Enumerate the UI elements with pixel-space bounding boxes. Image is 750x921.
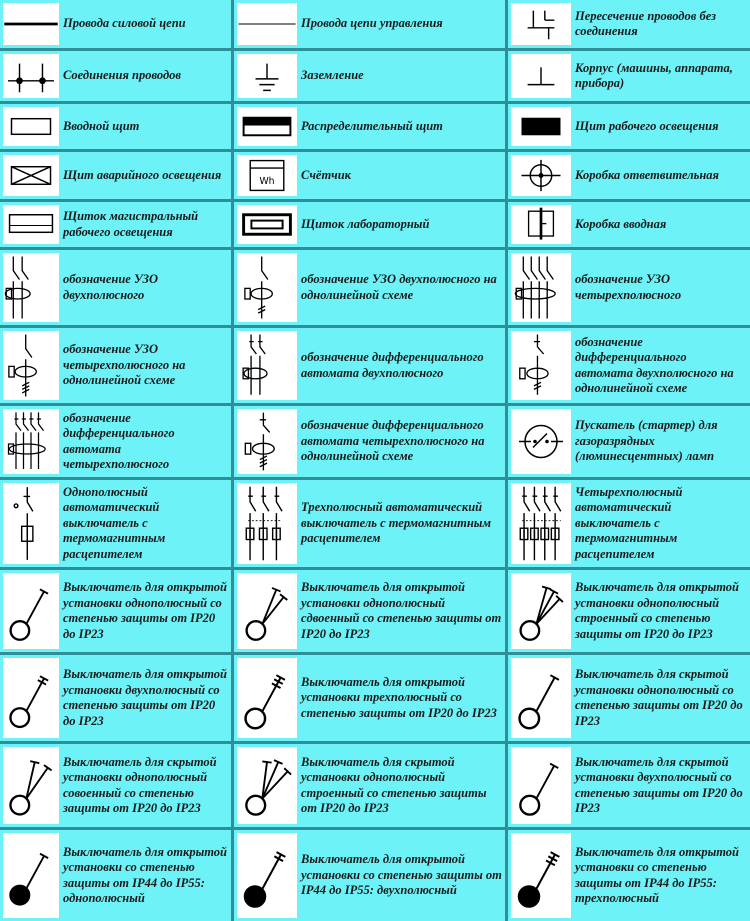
legend-cell xyxy=(508,744,750,827)
wire-crossing-icon xyxy=(511,3,571,45)
legend-label-text: Выключатель для открытой установки однополюсный строенный со степенью защиты от IP20 до IP23 xyxy=(575,580,740,641)
legend-label xyxy=(575,744,747,827)
legend-label-text: Пересечение проводов без соединения xyxy=(575,8,716,38)
legend-label-text: обозначение УЗО двухполюсного на однолинейной схеме xyxy=(301,272,497,302)
breaker-1pole-icon xyxy=(3,483,59,564)
legend-label-text: Выключатель для открытой установки однополюсный сдвоенный со степенью защиты от IP20 до IP23 xyxy=(301,580,502,641)
legend-label xyxy=(63,830,228,921)
legend-label-text: Выключатель для открытой установки двухполюсный со степенью защиты от IP20 до IP23 xyxy=(63,667,228,728)
legend-cell xyxy=(508,0,750,48)
legend-label xyxy=(301,744,502,827)
switch-open-triple-icon xyxy=(511,573,571,649)
meter-icon xyxy=(237,155,297,196)
legend-label xyxy=(63,104,228,149)
legend-cell xyxy=(508,406,750,477)
legend-label-text: Выключатель для открытой установки со степенью защиты от IP44 до IP55: трехполюсный xyxy=(575,844,740,905)
switch-hidden-2pole-icon xyxy=(511,747,571,824)
rcd-4pole-single-line-icon xyxy=(3,331,59,400)
legend-cell xyxy=(508,480,750,567)
legend-label-text: Провода силовой цепи xyxy=(63,16,186,31)
legend-label-text: Щит аварийного освещения xyxy=(63,167,222,182)
legend-label xyxy=(575,152,747,199)
legend-label xyxy=(301,655,502,741)
legend-label xyxy=(63,152,228,199)
ground-icon xyxy=(237,54,297,98)
rcbo-2pole-icon xyxy=(237,331,297,400)
legend-label xyxy=(63,0,228,48)
legend-label xyxy=(63,655,228,741)
legend-label-text: Счётчик xyxy=(301,167,352,182)
rcbo-4pole-single-line-icon xyxy=(237,409,297,474)
breaker-4pole-icon xyxy=(511,483,571,564)
legend-label-text: Щиток магистральный рабочего освещения xyxy=(63,209,199,239)
legend-cell xyxy=(508,104,750,149)
legend-label xyxy=(575,51,747,101)
legend-cell xyxy=(234,51,505,101)
legend-label xyxy=(63,202,228,247)
legend-label-text: обозначение дифференциального автомата четырехполюсного xyxy=(63,410,175,471)
legend-cell xyxy=(234,480,505,567)
legend-label-text: Заземление xyxy=(301,68,364,83)
legend-cell xyxy=(0,152,231,199)
legend-cell xyxy=(234,0,505,48)
emergency-board-icon xyxy=(3,155,59,196)
input-box-icon xyxy=(511,205,571,244)
input-board-icon xyxy=(3,107,59,146)
branch-box-icon xyxy=(511,155,571,196)
legend-cell xyxy=(508,250,750,325)
legend-label-text: Выключатель для открытой установки со степенью защиты от IP44 до IP55: двухполюсный xyxy=(301,852,502,898)
legend-cell xyxy=(508,570,750,652)
legend-cell xyxy=(234,202,505,247)
legend-cell xyxy=(234,570,505,652)
switch-open-3pole-icon xyxy=(237,658,297,738)
legend-label xyxy=(63,250,228,325)
legend-label-text: Трехполюсный автоматический выключатель с термомагнитным расцепителем xyxy=(301,500,492,546)
lab-panel-icon xyxy=(237,205,297,244)
legend-label xyxy=(301,830,502,921)
legend-label-text: Пускатель (стартер) для газоразрядных (люминесцентных) ламп xyxy=(575,418,718,464)
switch-open-1-icon xyxy=(3,573,59,649)
legend-label xyxy=(575,406,747,477)
legend-label xyxy=(63,406,228,477)
legend-cell xyxy=(0,655,231,741)
legend-label xyxy=(63,51,228,101)
switch-hidden-dual-icon xyxy=(3,747,59,824)
legend-label-text: обозначение дифференциального автомата двухполюсного на однолинейной схеме xyxy=(575,334,734,395)
legend-label xyxy=(575,328,747,403)
legend-label-text: Распределительный щит xyxy=(301,118,443,133)
main-lighting-panel-icon xyxy=(3,205,59,244)
legend-label xyxy=(575,202,747,247)
legend-label xyxy=(575,104,747,149)
legend-label xyxy=(575,250,747,325)
legend-label-text: обозначение УЗО четырехполюсного xyxy=(575,272,682,302)
legend-label-text: Провода цепи управления xyxy=(301,16,443,31)
rcd-2pole-icon xyxy=(3,253,59,322)
legend-cell xyxy=(234,655,505,741)
legend-label-text: обозначение УЗО четырехполюсного на однолинейной схеме xyxy=(63,342,186,388)
legend-cell xyxy=(0,104,231,149)
legend-label xyxy=(575,0,747,48)
power-line-icon xyxy=(3,3,59,45)
legend-cell xyxy=(234,406,505,477)
legend-label xyxy=(575,570,747,652)
legend-label-text: Соединения проводов xyxy=(63,68,181,83)
legend-label xyxy=(301,480,502,567)
legend-label xyxy=(301,328,502,403)
legend-cell xyxy=(0,202,231,247)
lighting-board-icon xyxy=(511,107,571,146)
legend-label-text: Выключатель для скрытой установки однополюсный совоенный со степенью защиты от IP20 до IP23 xyxy=(63,754,217,815)
legend-label-text: Однополюсный автоматический выключатель с термомагнитным расцепителем xyxy=(63,484,166,561)
legend-label-text: Выключатель для скрытой установки однополюсный строенный со степенью защиты от IP20 до IP23 xyxy=(301,754,487,815)
legend-cell xyxy=(234,152,505,199)
legend-label xyxy=(575,480,747,567)
legend-cell xyxy=(508,202,750,247)
legend-cell xyxy=(0,744,231,827)
legend-cell xyxy=(508,152,750,199)
legend-cell xyxy=(234,830,505,921)
switch-open-dual-icon xyxy=(237,573,297,649)
rcbo-2pole-single-line-icon xyxy=(511,331,571,400)
switch-open-2pole-icon xyxy=(3,658,59,738)
switch-hidden-triple-icon xyxy=(237,747,297,824)
legend-label-text: Выключатель для открытой установки со степенью защиты от IP44 до IP55: однополюсный xyxy=(63,844,228,905)
legend-cell xyxy=(0,570,231,652)
legend-cell xyxy=(0,830,231,921)
rcbo-4pole-icon xyxy=(3,409,59,474)
legend-label xyxy=(301,51,502,101)
legend-label xyxy=(63,744,228,827)
legend-label-text: Выключатель для скрытой установки однополюсный со степенью защиты от IP20 до IP23 xyxy=(575,667,743,728)
legend-label-text: Щиток лабораторный xyxy=(301,216,430,231)
legend-cell xyxy=(0,480,231,567)
chassis-icon xyxy=(511,54,571,98)
switch-ip44-2-icon xyxy=(237,833,297,918)
legend-cell xyxy=(0,406,231,477)
legend-label-text: Выключатель для открытой установки однополюсный со степенью защиты от IP20 до IP23 xyxy=(63,580,228,641)
legend-label xyxy=(301,570,502,652)
legend-label xyxy=(301,104,502,149)
legend-cell xyxy=(234,744,505,827)
legend-label-text: обозначение УЗО двухполюсного xyxy=(63,272,159,302)
legend-label-text: обозначение дифференциального автомата четырехполюсного на однолинейной схеме xyxy=(301,418,485,464)
legend-label-text: Коробка вводная xyxy=(575,216,667,231)
legend-label xyxy=(575,830,747,921)
legend-label xyxy=(63,570,228,652)
switch-ip44-1-icon xyxy=(3,833,59,918)
breaker-3pole-icon xyxy=(237,483,297,564)
rcd-2pole-single-line-icon xyxy=(237,253,297,322)
legend-cell xyxy=(508,655,750,741)
legend-cell xyxy=(0,250,231,325)
legend-label-text: Четырехполюсный автоматический выключатель с термомагнитным расцепителем xyxy=(575,484,683,561)
legend-cell xyxy=(234,104,505,149)
switch-ip44-3-icon xyxy=(511,833,571,918)
legend-cell xyxy=(234,250,505,325)
legend-cell xyxy=(234,328,505,403)
legend-label xyxy=(301,406,502,477)
legend-cell xyxy=(508,328,750,403)
wire-junction-icon xyxy=(3,54,59,98)
legend-label xyxy=(63,328,228,403)
legend-cell xyxy=(508,51,750,101)
distribution-board-icon xyxy=(237,107,297,146)
legend-label-text: Выключатель для открытой установки трехполюсный со степенью защиты от IP20 до IP23 xyxy=(301,674,497,720)
legend-label-text: Корпус (машины, аппарата, прибора) xyxy=(575,60,733,90)
legend-label-text: Выключатель для скрытой установки двухполюсный со степенью защиты от IP20 до IP23 xyxy=(575,754,743,815)
legend-label-text: обозначение дифференциального автомата двухполюсного xyxy=(301,350,484,380)
legend-label-text: Коробка ответвительная xyxy=(575,167,719,182)
legend-label xyxy=(301,202,502,247)
legend-cell xyxy=(0,51,231,101)
legend-label xyxy=(301,152,502,199)
starter-icon xyxy=(511,409,571,474)
switch-hidden-1-icon xyxy=(511,658,571,738)
legend-label xyxy=(301,0,502,48)
control-line-icon xyxy=(237,3,297,45)
legend-cell xyxy=(508,830,750,921)
legend-label-text: Щит рабочего освещения xyxy=(575,118,719,133)
legend-label xyxy=(575,655,747,741)
legend-label xyxy=(63,480,228,567)
legend-cell xyxy=(0,0,231,48)
meter-label: Wh xyxy=(259,175,275,187)
rcd-4pole-icon xyxy=(511,253,571,322)
legend-label-text: Вводной щит xyxy=(63,118,140,133)
legend-cell xyxy=(0,328,231,403)
legend-label xyxy=(301,250,502,325)
